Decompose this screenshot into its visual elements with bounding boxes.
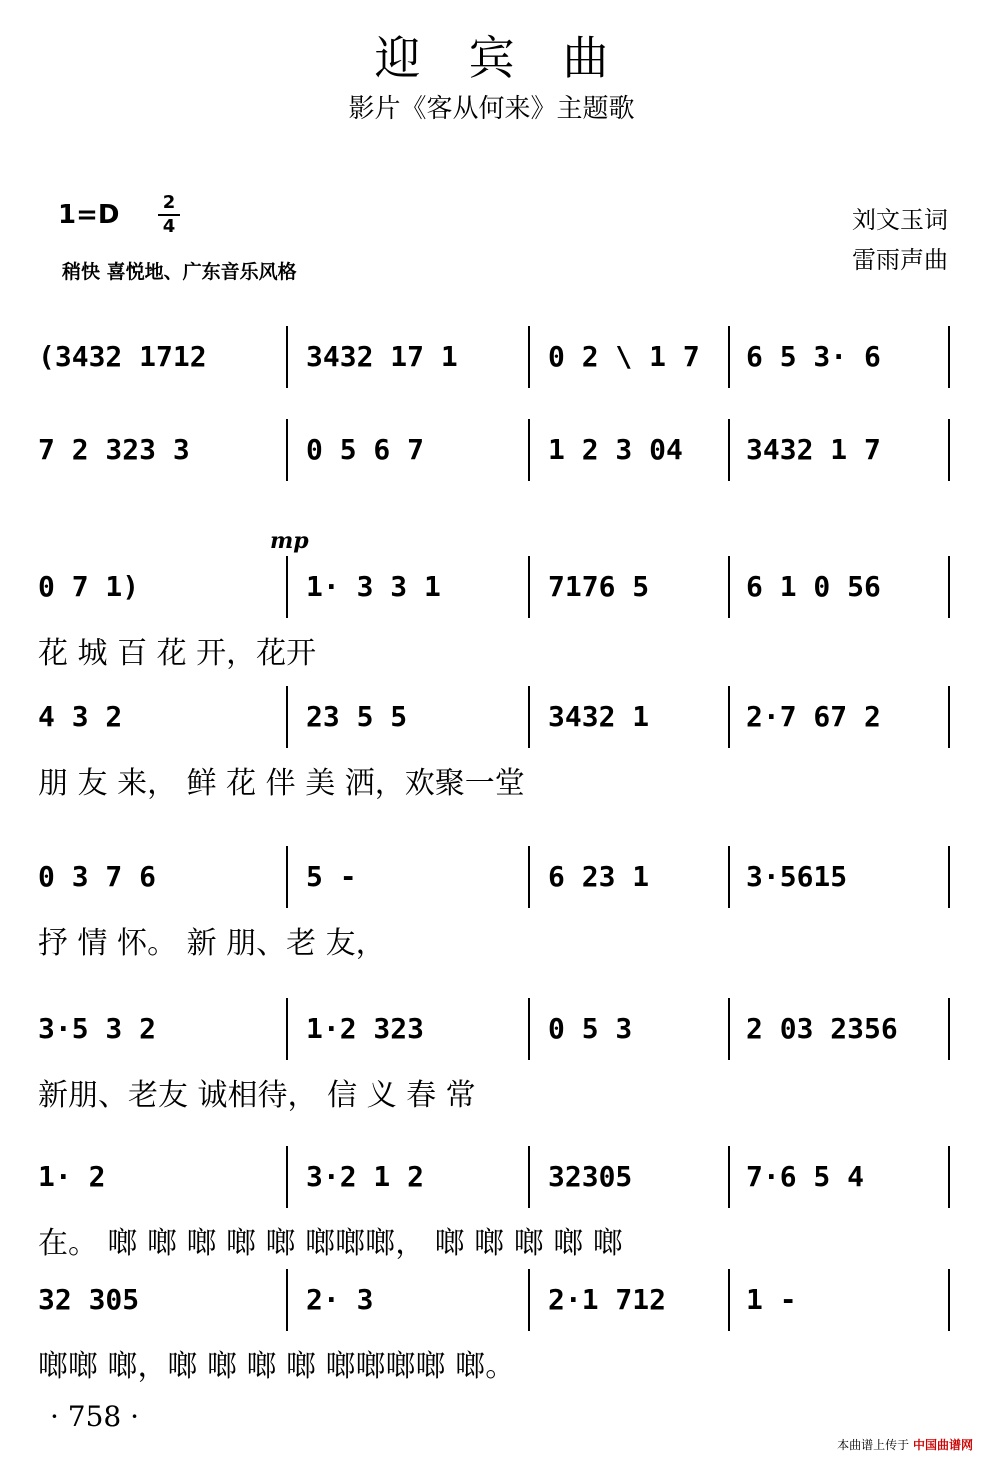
bar-line — [948, 998, 950, 1060]
measure: 0 7 1) — [38, 570, 140, 603]
notation-line — [38, 1160, 950, 1220]
bar-line — [948, 1269, 950, 1331]
bar-line — [948, 1146, 950, 1208]
measure: 3432 1 7 — [746, 433, 881, 466]
bar-line — [728, 998, 730, 1060]
time-signature — [158, 192, 180, 238]
measure: 0 2 \ 1 7 — [548, 340, 700, 373]
tempo-marking: 稍快 喜悦地、广东音乐风格 — [62, 261, 297, 283]
footer-site: 中国曲谱网 — [912, 1438, 973, 1452]
bar-line — [948, 846, 950, 908]
bar-line — [286, 1146, 288, 1208]
measure: 0 5 3 — [548, 1012, 633, 1045]
measure: 1· 2 — [38, 1160, 106, 1193]
notation-line — [38, 860, 950, 920]
measure: 5 - — [306, 860, 357, 893]
bar-line — [528, 998, 530, 1060]
bar-line — [948, 326, 950, 388]
measure: 3432 1 — [548, 700, 650, 733]
lyric-line: 在。 啷 啷 啷 啷 啷 啷啷啷， 啷 啷 啷 啷 啷 — [38, 1226, 623, 1261]
notation-line — [38, 700, 950, 760]
notation-line — [38, 1012, 950, 1072]
measure: 7·6 5 4 — [746, 1160, 865, 1193]
measure: 7 2 323 3 — [38, 433, 190, 466]
measure: 1· 3 3 1 — [306, 570, 441, 603]
measure: 32 305 — [38, 1283, 140, 1316]
bar-line — [528, 1269, 530, 1331]
measure: 23 5 5 — [306, 700, 408, 733]
bar-line — [728, 326, 730, 388]
measure: 1 - — [746, 1283, 797, 1316]
measure: 3·5615 — [746, 860, 848, 893]
bar-line — [728, 686, 730, 748]
measure: 6 1 0 56 — [746, 570, 881, 603]
measure: 6 5 3· 6 — [746, 340, 881, 373]
song-subtitle: 影片《客从何来》主题歌 — [348, 94, 635, 124]
measure: 7176 5 — [548, 570, 650, 603]
bar-line — [728, 1269, 730, 1331]
measure: 32305 — [548, 1160, 633, 1193]
lyric-line: 啷啷 啷，啷 啷 啷 啷 啷啷啷啷 啷。 — [38, 1349, 516, 1384]
composer-credit: 雷雨声曲 — [852, 246, 948, 274]
bar-line — [728, 846, 730, 908]
measure: 3432 17 1 — [306, 340, 458, 373]
lyricist-credit: 刘文玉词 — [852, 206, 948, 234]
lyric-line: 朋 友 来， 鲜 花 伴 美 洒，欢聚一堂 — [38, 766, 525, 801]
measure: (3432 1712 — [38, 340, 207, 373]
measure: 6 23 1 — [548, 860, 650, 893]
bar-line — [286, 846, 288, 908]
bar-line — [286, 556, 288, 618]
bar-line — [948, 419, 950, 481]
measure: 2·7 67 2 — [746, 700, 881, 733]
bar-line — [528, 686, 530, 748]
measure: 1 2 3 04 — [548, 433, 683, 466]
bar-line — [728, 419, 730, 481]
lyric-line: 花 城 百 花 开，花开 — [38, 636, 317, 671]
measure: 3·5 3 2 — [38, 1012, 157, 1045]
key-signature: 1=D — [58, 200, 120, 230]
notation-line — [38, 340, 950, 400]
footer-text: 本曲谱上传于 — [837, 1438, 910, 1452]
bar-line — [286, 998, 288, 1060]
bar-line — [528, 419, 530, 481]
measure: 2· 3 — [306, 1283, 374, 1316]
time-signature-bottom: 4 — [162, 216, 176, 237]
bar-line — [948, 556, 950, 618]
song-title: 迎宾曲 — [374, 31, 657, 85]
bar-line — [948, 686, 950, 748]
measure: 3·2 1 2 — [306, 1160, 425, 1193]
bar-line — [286, 1269, 288, 1331]
bar-line — [728, 1146, 730, 1208]
footer-watermark — [837, 1436, 973, 1453]
measure: 2·1 712 — [548, 1283, 667, 1316]
bar-line — [286, 686, 288, 748]
notation-line — [38, 1283, 950, 1343]
dynamic-marking: mp — [270, 528, 309, 554]
lyric-line: 抒 情 怀。 新 朋、老 友， — [38, 926, 386, 961]
bar-line — [528, 846, 530, 908]
bar-line — [286, 326, 288, 388]
lyric-line: 新朋、老友 诚相待， 信 义 春 常 — [38, 1078, 476, 1113]
measure: 4 3 2 — [38, 700, 123, 733]
measure: 0 5 6 7 — [306, 433, 425, 466]
time-signature-top: 2 — [158, 192, 180, 216]
bar-line — [528, 1146, 530, 1208]
measure: 0 3 7 6 — [38, 860, 157, 893]
notation-line — [38, 433, 950, 493]
bar-line — [528, 556, 530, 618]
bar-line — [728, 556, 730, 618]
measure: 1·2 323 — [306, 1012, 425, 1045]
bar-line — [528, 326, 530, 388]
bar-line — [286, 419, 288, 481]
measure: 2 03 2356 — [746, 1012, 898, 1045]
page-number: · 758 · — [50, 1400, 140, 1433]
notation-line — [38, 570, 950, 630]
